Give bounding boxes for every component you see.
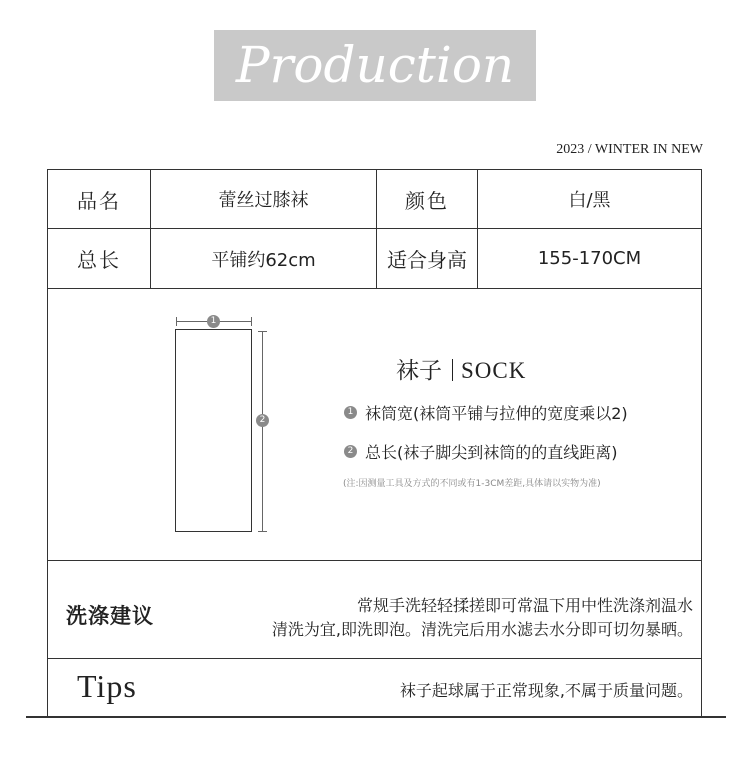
width-marker-badge: 1 xyxy=(207,315,220,328)
legend-number-badge: 1 xyxy=(344,406,357,419)
row-divider xyxy=(47,288,702,289)
measurement-note: (注:因测量工具及方式的不同或有1-3CM差距,具体请以实物为准) xyxy=(343,479,601,489)
length-value: 平铺约62cm xyxy=(211,249,316,271)
length-label: 总长 xyxy=(77,248,121,272)
legend-item xyxy=(344,401,628,424)
sock-title-en: SOCK xyxy=(461,358,527,383)
color-value: 白/黑 xyxy=(568,190,611,211)
legend-text: 袜筒宽(袜筒平铺与拉伸的宽度乘以2) xyxy=(365,404,628,423)
sock-outline-diagram xyxy=(175,329,252,532)
length-marker-badge: 2 xyxy=(256,414,269,427)
row-divider xyxy=(47,658,702,659)
banner-title: Production xyxy=(235,36,515,94)
washing-text-line1: 常规手洗轻轻揉搓即可常温下用中性洗涤剂温水 xyxy=(356,596,693,615)
bottom-rule xyxy=(26,716,726,718)
legend-item xyxy=(344,440,618,463)
fit-height-label: 适合身高 xyxy=(387,248,467,272)
sock-title-cn: 袜子 xyxy=(396,358,442,384)
product-name-value: 蕾丝过膝袜 xyxy=(218,190,309,211)
tips-text: 袜子起球属于正常现象,不属于质量问题。 xyxy=(399,681,693,700)
washing-label: 洗涤建议 xyxy=(66,604,154,628)
washing-text-line2: 清洗为宜,即洗即泡。清洗完后用水滤去水分即可切勿暴晒。 xyxy=(271,620,693,639)
length-dimension-line xyxy=(262,331,263,532)
legend-number-badge: 2 xyxy=(344,445,357,458)
dimension-tick xyxy=(176,317,177,326)
title-separator xyxy=(452,359,453,381)
tips-label: Tips xyxy=(77,668,137,704)
row-divider xyxy=(47,560,702,561)
dimension-tick xyxy=(258,531,267,532)
legend-text: 总长(袜子脚尖到袜筒的的直线距离) xyxy=(365,443,618,462)
collection-subtitle: 2023 / WINTER IN NEW xyxy=(556,142,703,157)
dimension-tick xyxy=(258,331,267,332)
dimension-tick xyxy=(251,317,252,326)
color-label: 颜色 xyxy=(405,188,449,213)
sock-title xyxy=(396,352,526,385)
header-banner xyxy=(214,30,536,101)
product-name-label: 品名 xyxy=(77,188,121,213)
fit-height-value: 155-170CM xyxy=(537,248,642,269)
